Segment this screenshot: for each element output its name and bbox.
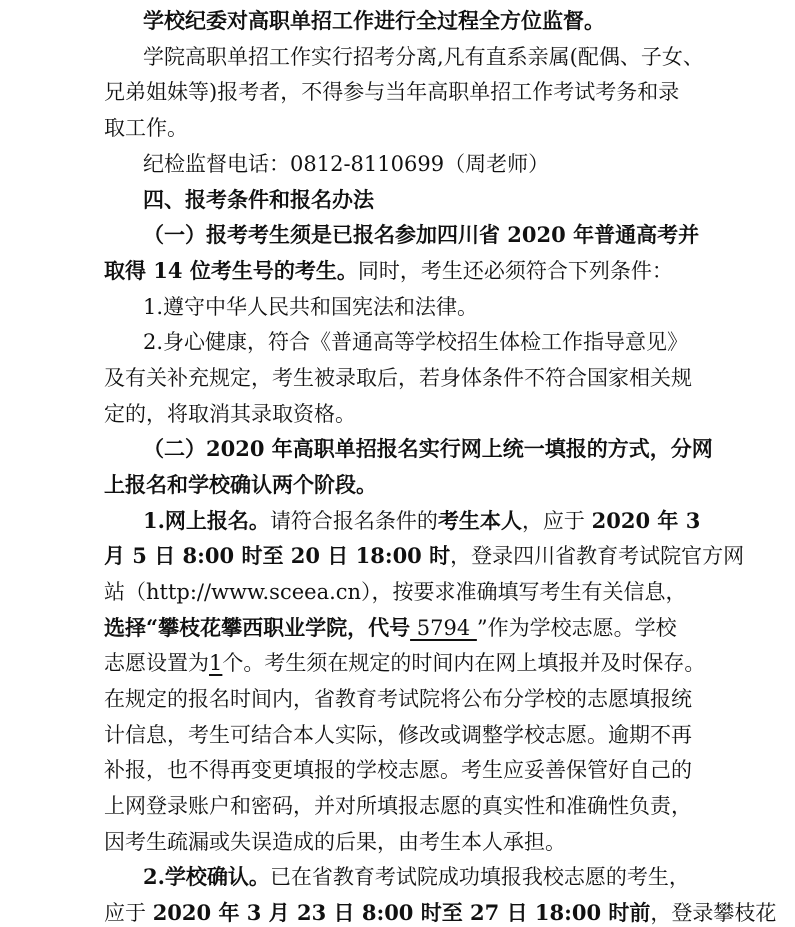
paragraph-line: 及有关补充规定，考生被录取后，若身体条件不符合国家相关规 (104, 366, 692, 390)
paragraph-line: （二）2020 年高职单招报名实行网上统一填报的方式，分网 (143, 436, 713, 461)
section-heading: 四、报考条件和报名办法 (143, 187, 374, 212)
paragraph-line: 上网登录账户和密码，并对所填报志愿的真实性和准确性负责， (104, 794, 692, 818)
paragraph-line: 兄弟姐妹等)报考者，不得参与当年高职单招工作考试考务和录 (104, 80, 680, 104)
paragraph-line (104, 614, 677, 642)
bold-run: 2020 年 3 (591, 508, 701, 533)
text-run: 请符合报名条件的 (269, 509, 438, 533)
text-run: 同时，考生还必须符合下列条件： (357, 259, 673, 283)
paragraph-line: 学院高职单招工作实行招考分离,凡有直系亲属(配偶、子女、 (143, 45, 704, 69)
paragraph-line: 定的，将取消其录取资格。 (104, 402, 356, 426)
bold-run: 取得 14 位考生号的考生。 (104, 258, 358, 283)
text-run: 个。考生须在规定的时间内在网上填报并及时保存。 (222, 651, 706, 675)
paragraph-line (104, 899, 776, 927)
paragraph-line: 1.遵守中华人民共和国宪法和法律。 (143, 295, 479, 319)
text-run: 已在省教育考试院成功填报我校志愿的考生， (269, 865, 690, 889)
paragraph-line: 学校纪委对高职单招工作进行全过程全方位监督。 (143, 8, 605, 33)
text-run: 应于 (104, 901, 153, 925)
paragraph-line: 上报名和学校确认两个阶段。 (104, 472, 377, 497)
bold-run: 1.网上报名。 (143, 508, 270, 533)
paragraph-line (104, 649, 705, 677)
text-run: ”作为学校志愿。学校 (476, 616, 677, 640)
paragraph-line: 纪检监督电话：0812-8110699（周老师） (143, 152, 550, 176)
text-run: ，登录攀枝花 (650, 901, 777, 925)
paragraph-line (143, 863, 690, 891)
paragraph-line: 计信息，考生可结合本人实际，修改或调整学校志愿。逾期不再 (104, 723, 692, 747)
bold-run: 月 5 日 8:00 时至 20 日 18:00 时 (104, 543, 451, 568)
paragraph-line: （一）报考考生须是已报名参加四川省 2020 年普通高考并 (143, 222, 700, 247)
paragraph-line (143, 507, 700, 535)
paragraph-line: 取工作。 (104, 116, 188, 140)
bold-run: 选择“攀枝花攀西职业学院，代号 (104, 615, 411, 640)
paragraph-line: 补报，也不得再变更填报的学校志愿。考生应妥善保管好自己的 (104, 758, 692, 782)
paragraph-line: 在规定的报名时间内，省教育考试院将公布分学校的志愿填报统 (104, 687, 692, 711)
bold-run: 2.学校确认。 (143, 864, 270, 889)
paragraph-line: 站（http://www.sceea.cn），按要求准确填写考生有关信息， (104, 580, 687, 604)
text-run: 志愿设置为 (104, 651, 209, 675)
underlined-number: 1 (209, 651, 223, 675)
bold-run: 考生本人 (437, 508, 522, 533)
paragraph-line: 因考生疏漏或失误造成的后果，由考生本人承担。 (104, 830, 566, 854)
paragraph-line: 2.身心健康，符合《普通高等学校招生体检工作指导意见》 (143, 330, 689, 354)
bold-run: 2020 年 3 月 23 日 8:00 时至 27 日 18:00 时前 (152, 900, 651, 925)
underlined-code: 5794 (410, 616, 477, 640)
text-run: ，应于 (521, 509, 592, 533)
paragraph-line (104, 542, 744, 570)
text-run: ，登录四川省教育考试院官方网 (450, 544, 745, 568)
paragraph-line (104, 257, 673, 285)
